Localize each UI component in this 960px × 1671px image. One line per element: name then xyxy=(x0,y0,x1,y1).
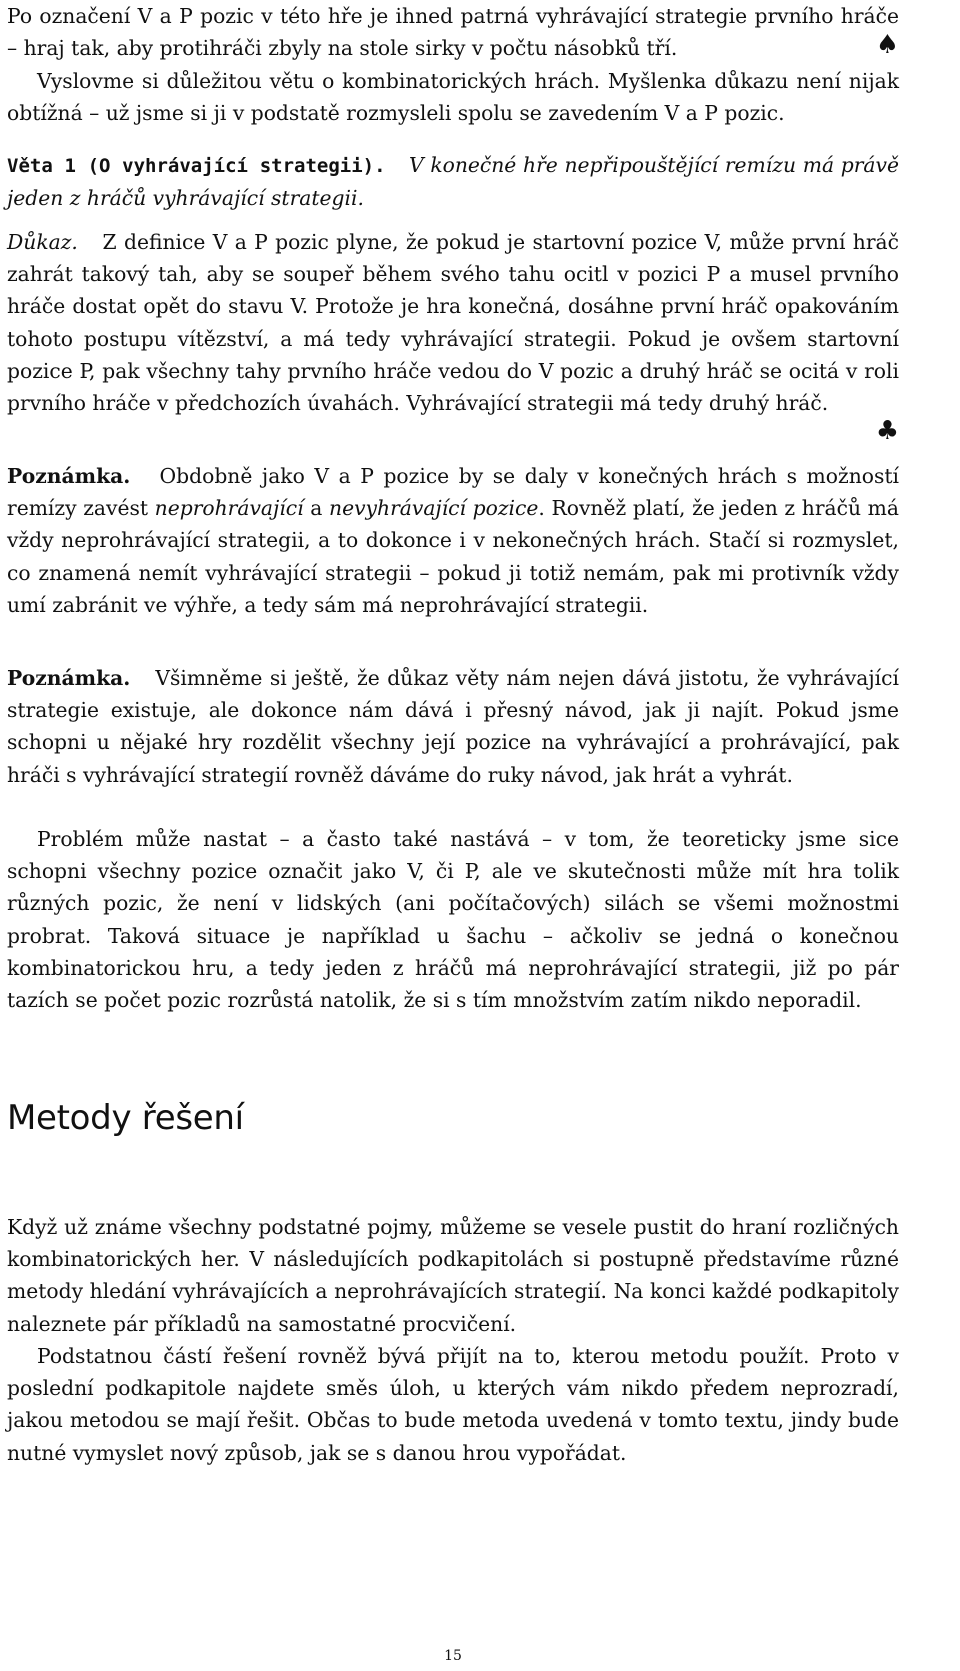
remark-2 xyxy=(7,662,899,791)
section-heading: Metody řešení xyxy=(7,1098,244,1138)
proof-text: Z definice V a P pozic plyne, že pokud je startovní pozice V, může první hráč zahrát takový tah, aby se soupeř během svého tahu ocitl v pozici P a musel prvního hráče dostat opět do stavu V. Protože je hra konečná, dosáhne první hráč opakováním tohoto postupu vítězství, a má tedy vyhrávající strategii. Pokud je ovšem startovní pozice P, pak všechny tahy prvního hráče vedou do V pozic a druhý hráč se ocitá v roli prvního hráče v předchozích úvahách. Vyhrávající strategii má tedy druhý hráč. xyxy=(7,230,900,416)
remark-1-term-2: nevyhrávající pozice xyxy=(329,496,539,521)
paragraph-intro-2: Podstatnou částí řešení rovněž bývá přijít na to, kterou metodu použít. Proto v poslední podkapitole najdete směs úloh, u kterých vám nikdo předem neprozradí, jakou metodou se mají řešit. Občas to bude metoda uvedená v tomto textu, jindy bude nutné vymyslet nový způsob, jak se s danou hrou vypořádat. xyxy=(7,1344,899,1465)
remark-1-text-c: . Rovněž platí, že jeden z hráčů má vždy neprohrávající strategii, a to dokonce i v nekonečných hrách. Stačí si rozmyslet, co znamená nemít vyhrávající strategii – pokud ji totiž nemám, pak mi protivník vždy umí zabránit ve výhře, a tedy sám má neprohrávající strategii. xyxy=(7,496,900,617)
proof-label: Důkaz. xyxy=(7,230,78,254)
remark-1-label: Poznámka. xyxy=(7,464,131,488)
club-icon: ♣ xyxy=(875,416,899,446)
page-number: 15 xyxy=(444,1648,462,1664)
spade-icon: ♠ xyxy=(875,30,899,60)
theorem-label: Věta 1 (O vyhrávající strategii). xyxy=(7,155,386,177)
theorem xyxy=(7,149,899,214)
remark-1 xyxy=(7,460,899,621)
paragraph-intro: Když už známe všechny podstatné pojmy, můžeme se vesele pustit do hraní rozličných kombinatorických her. V následujících podkapitolách si postupně představíme různé metody hledání vyhrávajících a neprohrávajících strategií. Na konci každé podkapitoly naleznete pár příkladů na samostatné procvičení. xyxy=(7,1215,899,1336)
remark-1-term-1: neprohrávající xyxy=(154,496,304,521)
theorem-text: V konečné hře nepřipouštějící remízu má právě jeden z hráčů vyhrávající strategii. xyxy=(7,153,899,211)
proof xyxy=(7,226,899,419)
paragraph-strategy: Po označení V a P pozic v této hře je ihned patrná vyhrávající strategie prvního hráče – hraj tak, aby protihráči zbyly na stole sirky v počtu násobků tří. xyxy=(7,4,899,61)
remark-1-text-b: a xyxy=(303,496,330,521)
remark-2-text: Všimněme si ještě, že důkaz věty nám nejen dává jistotu, že vyhrávající strategie existuje, ale dokonce nám dává i přesný návod, jak ji najít. Pokud jsme schopni u nějaké hry rozdělit všechny její pozice na vyhrávající a prohrávající, pak hráči s vyhrávající strategií rovněž dáváme do ruky návod, jak hrát a vyhrát. xyxy=(7,666,899,787)
paragraph-combinatorial-games: Vyslovme si důležitou větu o kombinatorických hrách. Myšlenka důkazu není nijak obtížná – už jsme si ji v podstatě rozmysleli spolu se zavedením V a P pozic. xyxy=(7,69,899,126)
remark-1-text-a: Obdobně jako V a P pozice by se daly v konečných hrách s možností remízy zavést xyxy=(7,464,900,521)
paragraph-problem: Problém může nastat – a často také nastává – v tom, že teoreticky jsme sice schopni všechny pozice označit jako V, či P, ale ve skutečnosti může mít hra tolik různých pozic, že není v lidských (ani počítačových) silách se všemi možnostmi probrat. Taková situace je například u šachu – ačkoliv se jedná o konečnou kombinatorickou hru, a tedy jeden z hráčů má neprohrávající strategii, již po pár tazích se počet pozic rozrůstá natolik, že si s tím množstvím zatím nikdo neporadil. xyxy=(7,827,899,1013)
remark-2-label: Poznámka. xyxy=(7,666,131,690)
